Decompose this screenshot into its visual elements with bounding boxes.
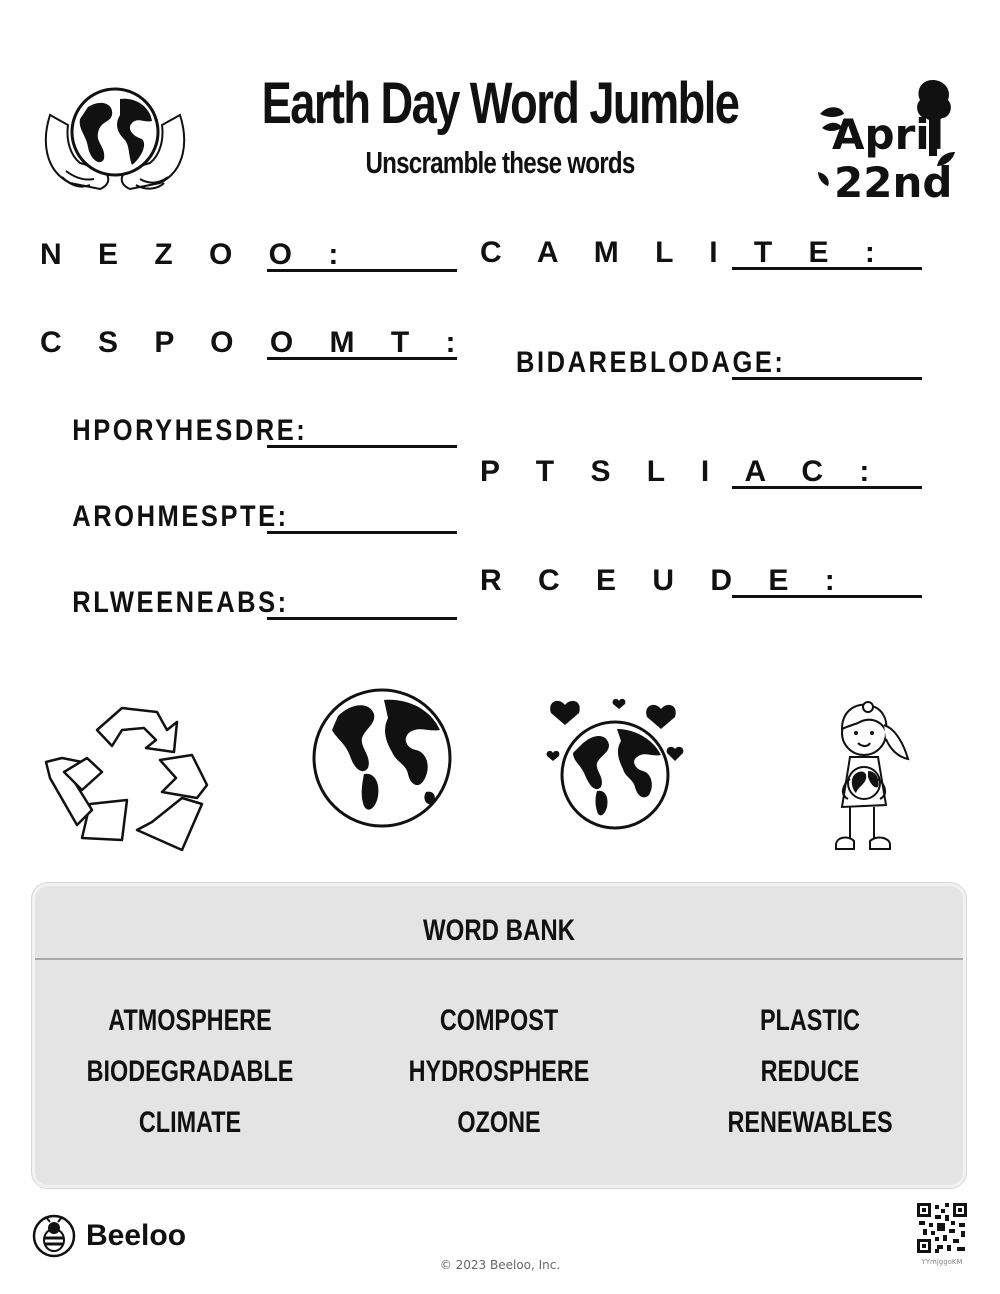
qr-code-icon[interactable] [917, 1203, 967, 1253]
word-bank-item: REDUCE [760, 1055, 860, 1088]
word-bank-item: BIODEGRADABLE [86, 1055, 294, 1088]
jumble-row [40, 586, 457, 620]
page-title: Earth Day Word Jumble [261, 71, 739, 136]
jumbled-word: C A M L I T E : [480, 236, 889, 269]
jumble-row [40, 238, 457, 272]
bee-icon [32, 1214, 76, 1258]
answer-line[interactable] [267, 357, 457, 360]
word-bank-item: ATMOSPHERE [108, 1004, 272, 1037]
jumbled-word: P T S L I A C : [480, 455, 884, 488]
date-month: April [832, 110, 945, 159]
date-day: 22nd [834, 158, 953, 207]
globe-in-hands-icon [40, 85, 190, 195]
jumbled-word: HPORYHESDRE: [72, 414, 308, 447]
globe-hearts-icon [545, 695, 685, 830]
jumbled-word: AROHMESPTE: [72, 500, 289, 533]
answer-line[interactable] [732, 486, 922, 489]
word-bank [32, 883, 966, 1188]
jumble-row [480, 564, 922, 598]
answer-line[interactable] [732, 595, 922, 598]
jumbled-word: R C E U D E : [480, 564, 849, 597]
jumbled-word: BIDAREBLODAGE: [516, 346, 786, 379]
word-bank-item: CLIMATE [138, 1106, 242, 1139]
word-bank-item: RENEWABLES [727, 1106, 893, 1139]
jumbled-word: C S P O O M T : [40, 326, 470, 359]
jumble-row [40, 326, 470, 360]
word-bank-title: WORD BANK [423, 914, 575, 947]
divider [35, 958, 963, 960]
jumble-row [480, 236, 922, 270]
brand-logo[interactable] [32, 1214, 186, 1258]
jumble-row [40, 414, 457, 448]
leaf-icon [816, 170, 832, 188]
word-bank-item: COMPOST [439, 1004, 559, 1037]
word-bank-item: HYDROSPHERE [408, 1055, 590, 1088]
jumble-row [480, 346, 922, 380]
page-subtitle: Unscramble these words [365, 145, 635, 180]
copyright: © 2023 Beeloo, Inc. [439, 1258, 561, 1272]
globe-icon [310, 686, 455, 831]
brand-name: Beeloo [86, 1219, 187, 1252]
answer-line[interactable] [267, 617, 457, 620]
word-bank-item: PLASTIC [759, 1004, 861, 1037]
jumbled-word: RLWEENEABS: [72, 586, 289, 619]
answer-line[interactable] [267, 269, 457, 272]
word-bank-item: OZONE [457, 1106, 541, 1139]
jumbled-word: N E Z O O : [40, 238, 353, 271]
jumble-row [40, 500, 457, 534]
recycle-icon [42, 700, 212, 855]
qr-code-caption: YYmjggoKM [921, 1258, 963, 1266]
girl-holding-globe-icon [828, 695, 913, 865]
jumble-row [480, 455, 922, 489]
answer-line[interactable] [267, 531, 457, 534]
answer-line[interactable] [732, 267, 922, 270]
